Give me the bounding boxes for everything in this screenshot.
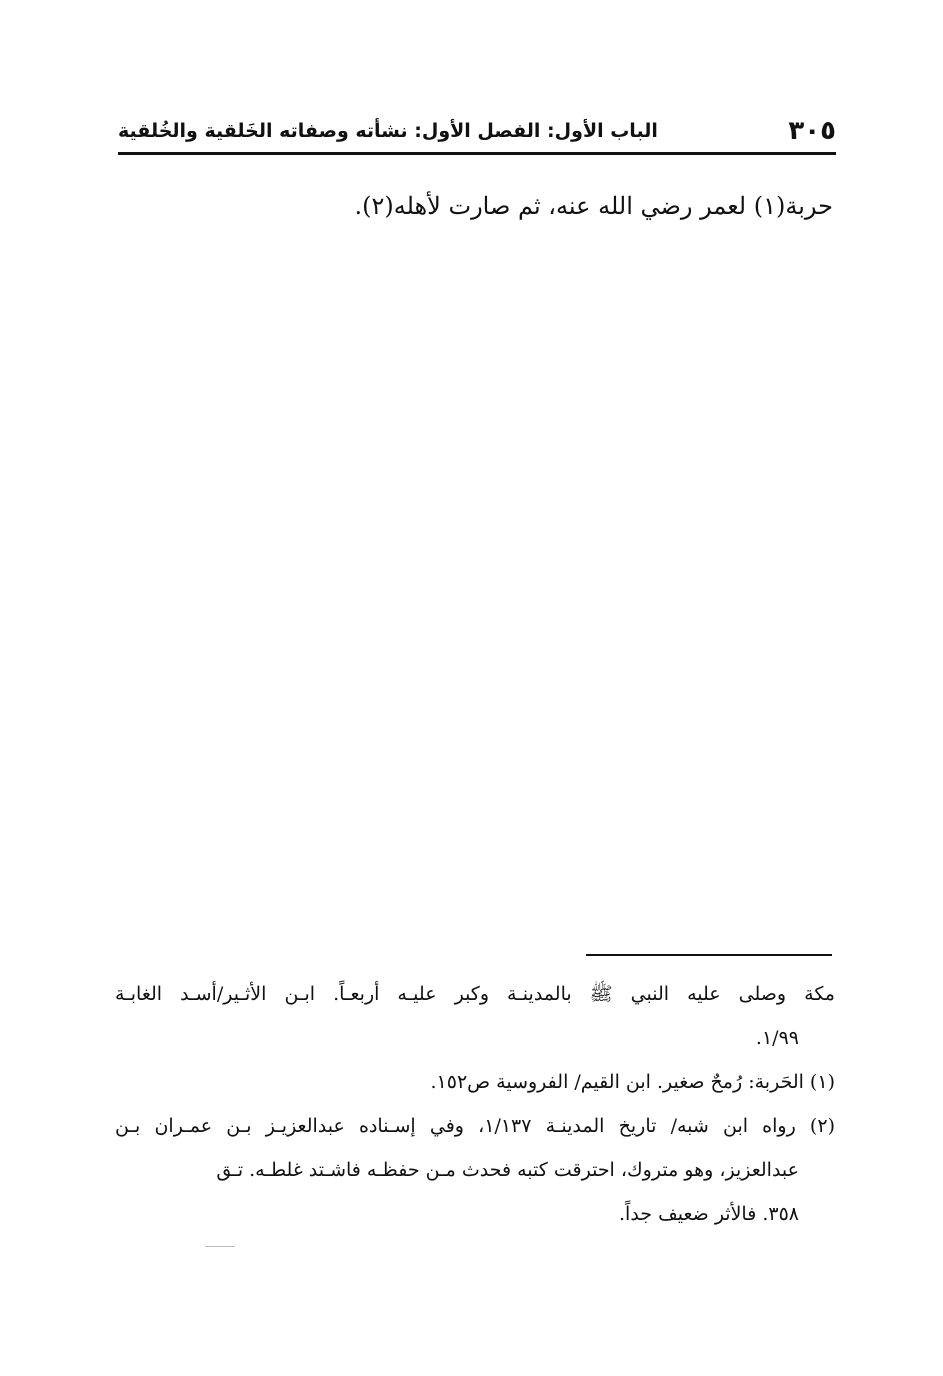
chapter-title: الباب الأول: الفصل الأول: نشأته وصفاته الخَلقية والخُلقية [118, 120, 658, 142]
scan-artifact [205, 1246, 235, 1247]
footnote-divider [586, 954, 832, 956]
footnote-continued-line: مكة وصلى عليه النبي ﷺ بالمدينـة وكبر عليـه أربعـاً. ابـن الأثـير/أسـد الغابـة [115, 983, 835, 1005]
footnote-2-line: ٣٥٨. فالأثر ضعيف جداً. [619, 1203, 799, 1225]
header-divider [118, 152, 836, 155]
page-number: ٣٠٥ [788, 116, 836, 146]
footnote-1: (١) الحَربة: رُمحٌ صغير. ابن القيم/ الفروسية ص١٥٢. [430, 1071, 835, 1093]
footnote-continued-line: ١/٩٩. [755, 1027, 799, 1049]
body-paragraph: حربة(١) لعمر رضي الله عنه، ثم صارت لأهله(٢). [354, 192, 833, 220]
footnotes-section [115, 972, 835, 1236]
running-header [118, 112, 836, 152]
footnote-2-line: عبدالعزيز، وهو متروك، احترقت كتبه فحدث مـن حفظـه فاشـتد غلطـه. تـق [216, 1159, 799, 1181]
footnote-2-line: (٢) رواه ابن شبه/ تاريخ المدينـة ١/١٣٧، وفي إسـناده عبدالعزيـز بـن عمـران بـن [115, 1115, 835, 1137]
main-text [133, 186, 833, 226]
